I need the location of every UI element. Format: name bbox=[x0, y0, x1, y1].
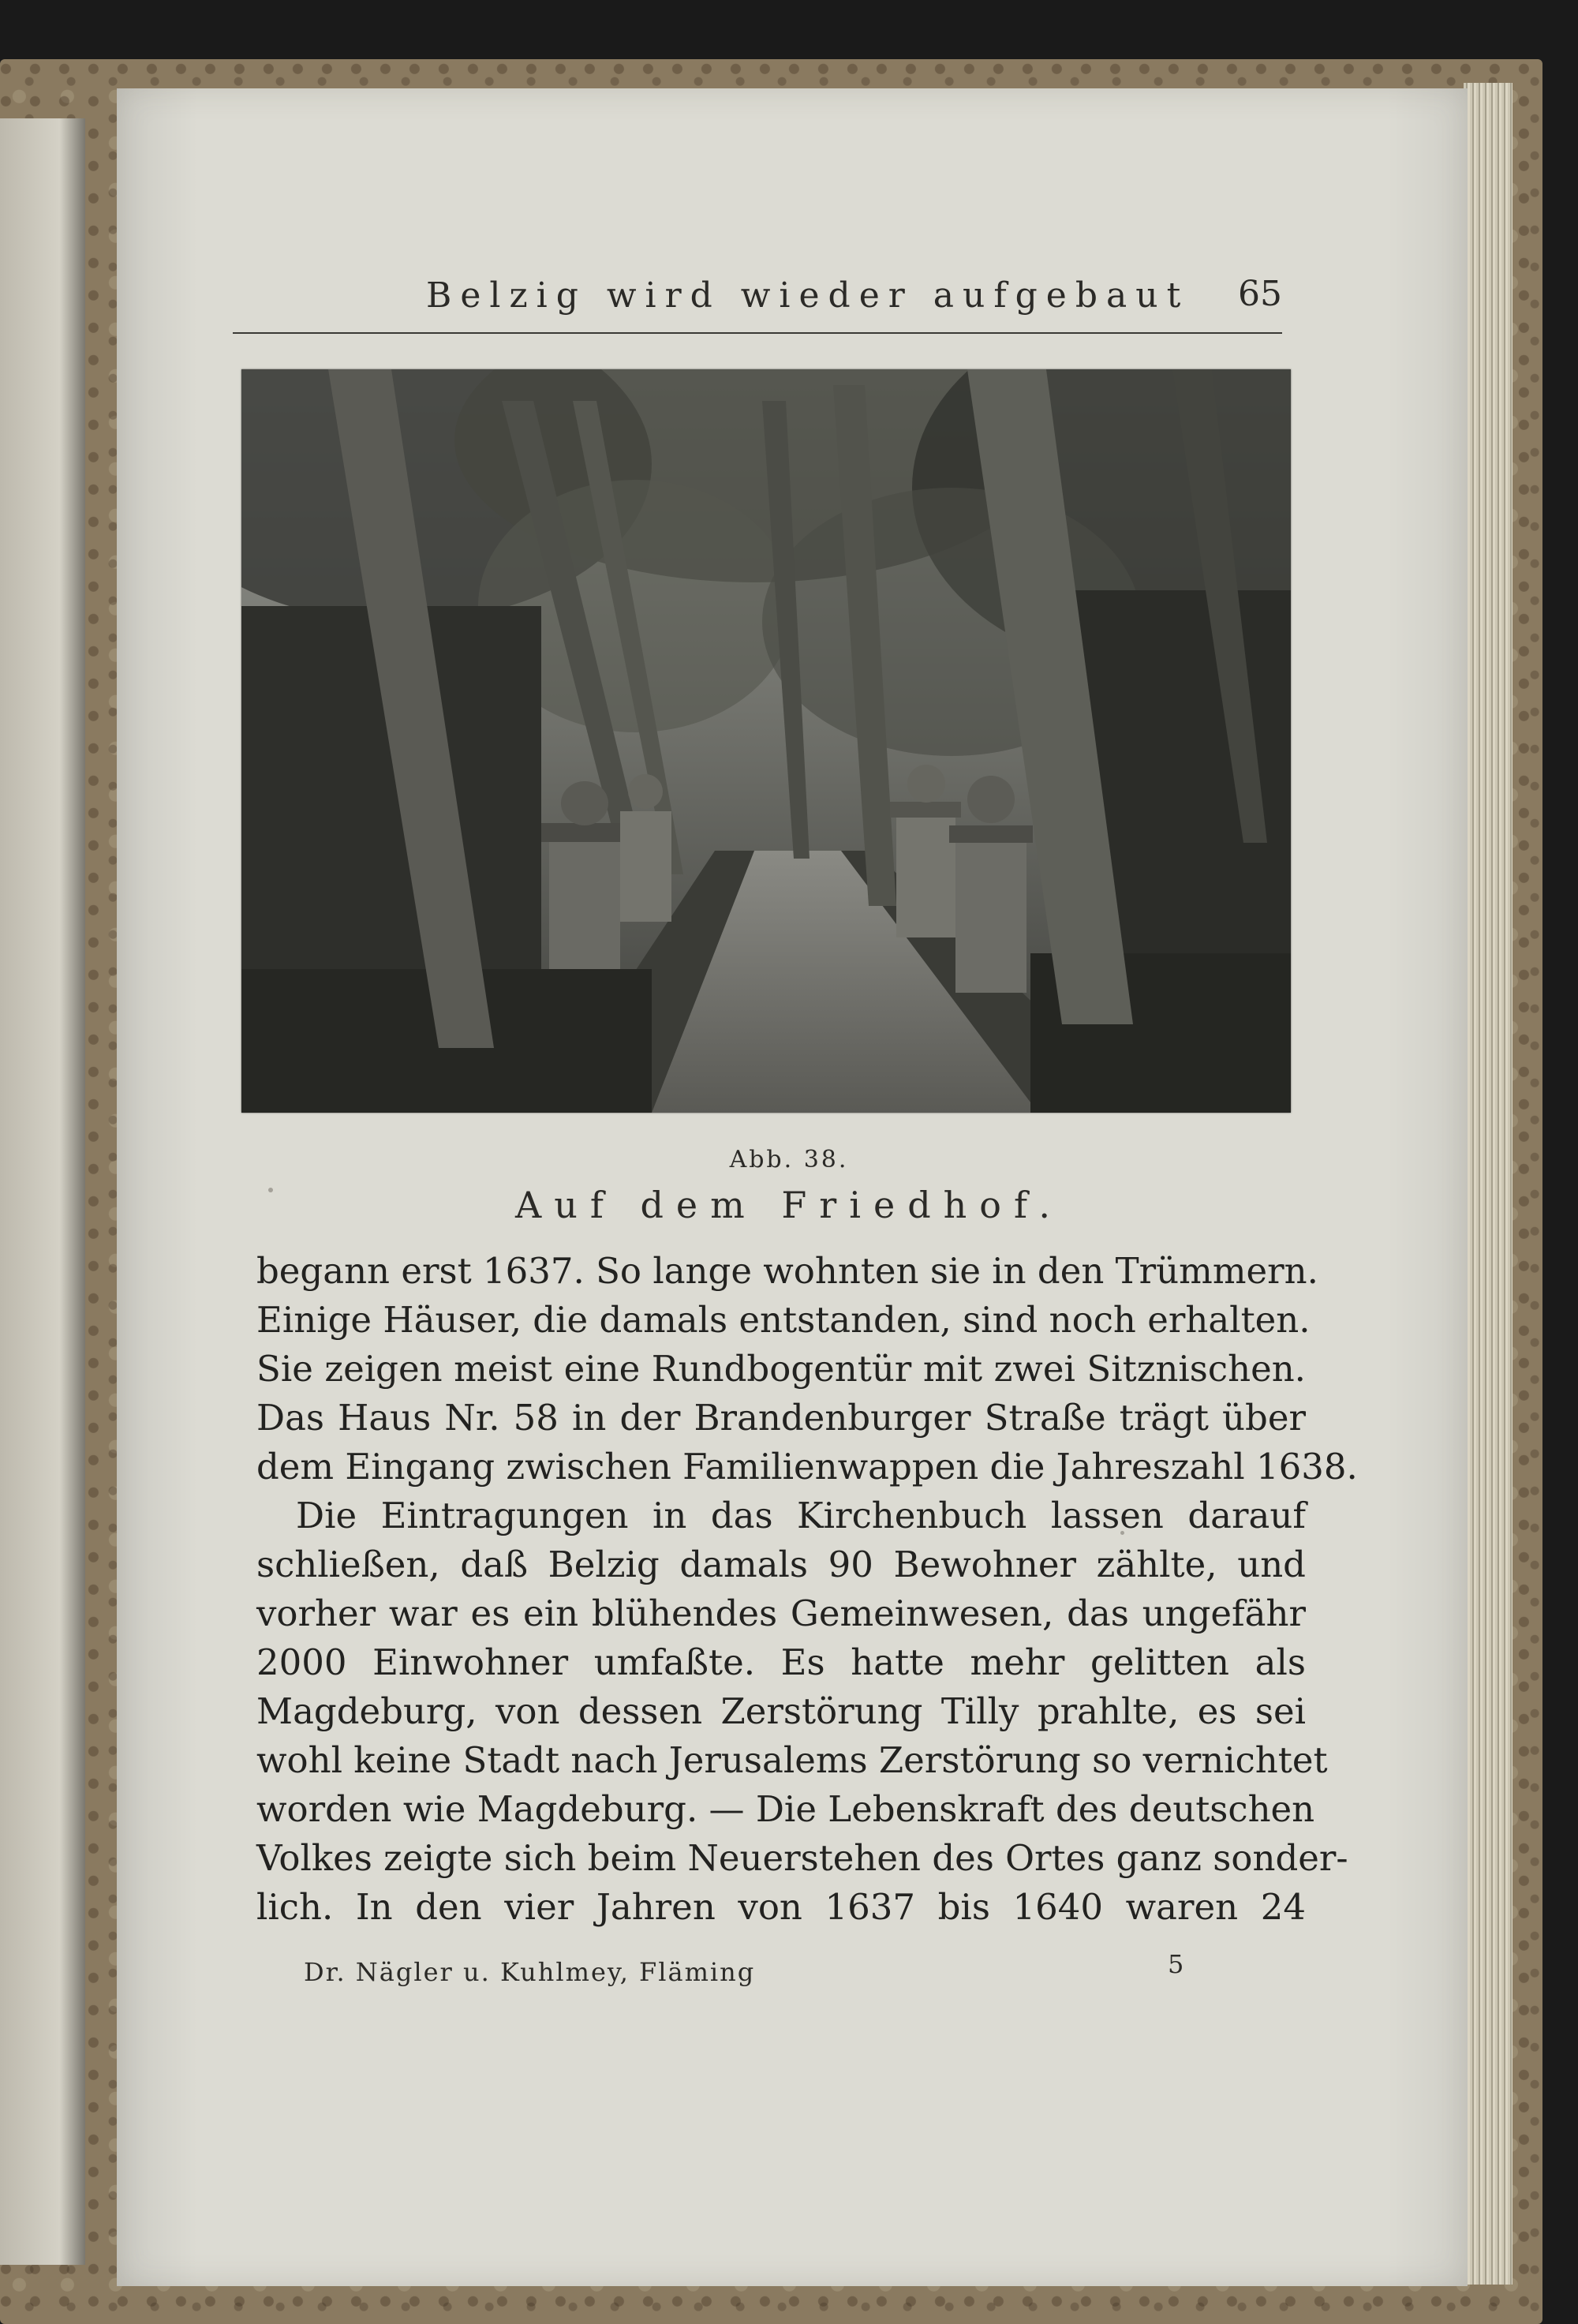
text-line: Einige Häuser, die damals entstanden, sind noch erhalten. bbox=[256, 1299, 1311, 1341]
paper-speck bbox=[268, 1188, 273, 1192]
figure-title: Auf dem Friedhof. bbox=[514, 1184, 1064, 1226]
text-line: dem Eingang zwischen Familienwappen die Jahreszahl 1638. bbox=[256, 1446, 1358, 1488]
header-rule bbox=[233, 332, 1282, 334]
photo-illustration bbox=[241, 369, 1291, 1113]
text-line: lich. In den vier Jahren von 1637 bis 1640 waren 24 bbox=[256, 1886, 1306, 1928]
figure-label: Abb. 38. bbox=[729, 1146, 849, 1173]
cemetery-photograph bbox=[241, 369, 1291, 1113]
sheet-number: 5 bbox=[1168, 1949, 1184, 1979]
text-line: begann erst 1637. So lange wohnten sie in den Trümmern. bbox=[256, 1250, 1318, 1292]
text-line: Die Eintragungen in das Kirchenbuch lassen darauf bbox=[296, 1495, 1306, 1536]
footer-signature: Dr. Nägler u. Kuhlmey, Fläming bbox=[304, 1957, 756, 1987]
body-text bbox=[256, 1247, 1358, 1932]
text-line: Volkes zeigte sich beim Neuerstehen des Ortes ganz sonder- bbox=[256, 1837, 1348, 1879]
text-line: Magdeburg, von dessen Zerstörung Tilly prahlte, es sei bbox=[256, 1690, 1306, 1732]
paper-speck bbox=[1120, 1531, 1124, 1535]
text-line: vorher war es ein blühendes Gemeinwesen, das ungefähr bbox=[256, 1592, 1306, 1634]
text-line: Das Haus Nr. 58 in der Brandenburger Straße trägt über bbox=[256, 1397, 1306, 1439]
text-line: worden wie Magdeburg. — Die Lebenskraft des deutschen bbox=[256, 1788, 1315, 1830]
text-line: 2000 Einwohner umfaßte. Es hatte mehr gelitten als bbox=[256, 1641, 1306, 1683]
header-title: Belzig wird wieder aufgebaut bbox=[426, 275, 1190, 316]
running-header bbox=[233, 272, 1282, 335]
page-number: 65 bbox=[1238, 274, 1282, 314]
text-line: wohl keine Stadt nach Jerusalems Zerstörung so vernichtet bbox=[256, 1739, 1328, 1781]
text-line: Sie zeigen meist eine Rundbogentür mit zwei Sitznischen. bbox=[256, 1348, 1306, 1390]
text-line: schließen, daß Belzig damals 90 Bewohner zählte, und bbox=[256, 1544, 1306, 1585]
